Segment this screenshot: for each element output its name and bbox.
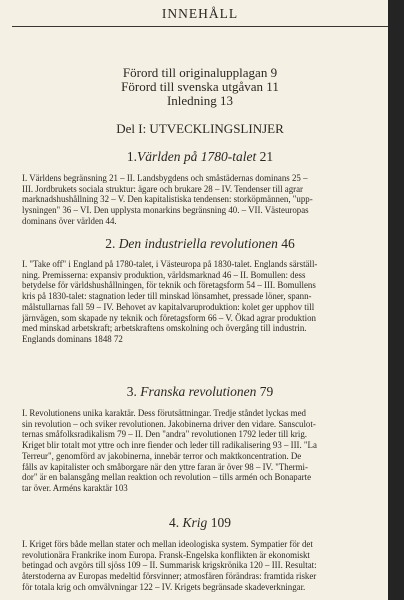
chapter-name: Den industriella revolutionen	[118, 236, 278, 251]
page-heading: INNEHÅLL	[161, 6, 239, 21]
summary-line: Terreur", genomförd av jakobinerna, innebär terror och maktkoncentration. De	[22, 450, 302, 461]
chapter-summary	[22, 539, 380, 593]
summary-line: ning. Premisserna: expansiv produktion, världsmarknad 46 – II. Bomullen: dess	[22, 269, 306, 280]
summary-line: återstoderna av Europas medeltid försvinner; atmosfären förändras: framtida risker	[22, 571, 317, 582]
summary-line: målstullarnas fall 59 – IV. Behovet av kapitalvaruproduktion: kolet ger upphov till	[22, 301, 315, 312]
summary-line: marknadshushållning 32 – V. Den kapitalistiska tendensen: storköpmännen, "upp-	[22, 194, 313, 205]
chapter-name: Krig	[182, 515, 208, 530]
summary-line: tar över. Arméns karaktär 103	[22, 482, 128, 493]
heading-rule	[12, 26, 388, 27]
summary-line: Kriget blir totalt mot yttre och inre fiender och leder till radikalisering 93 – III. "La	[22, 440, 317, 451]
summary-line: betingad och avgörs till sjöss 109 – II. Summarisk krigskrönika 120 – III. Resultat:	[22, 560, 317, 571]
toc-entry-preface-original: Förord till originalupplagan 9	[122, 65, 278, 80]
chapter-title	[12, 148, 388, 165]
summary-line: Englands dominans 1848 72	[22, 333, 123, 344]
summary-line: fålls av kapitalister och småborgare när den yttre faran är över 98 – IV. "Thermi-	[22, 461, 308, 472]
summary-line: för totala krig och omvälvningar 122 – IV. Krigets begränsade skadeverkningar.	[22, 581, 306, 592]
summary-line: sin revolution – och sviker revolutionen. Jakobinerna driver den vidare. Sansculot-	[22, 418, 316, 429]
summary-line: I. Kriget förs både mellan stater och mellan ideologiska system. Sympatier för det	[22, 539, 313, 549]
chapter-number: 4.	[169, 515, 180, 530]
chapter-summary	[22, 408, 380, 494]
toc-entry-preface-swedish: Förord till svenska utgåvan 11	[121, 79, 279, 94]
chapter-title	[12, 235, 388, 252]
chapter-page: 46	[281, 236, 295, 251]
summary-line: I. Världens begränsning 21 – II. Landsbygdens och småstädernas dominans 25 –	[22, 173, 308, 183]
chapter-page: 79	[259, 384, 274, 399]
summary-line: betydelse för världshushållningen, för teknik och företagsform 54 – III. Bomullens	[22, 280, 316, 291]
part-title: Del I: UTVECKLINGSLINJER	[116, 121, 284, 136]
summary-line: ternas småfolksradikalism 79 – II. Den "andra" revolutionen 1792 leder till krig.	[22, 429, 308, 440]
toc-entry-introduction: Inledning 13	[166, 93, 234, 108]
chapter-page: 21	[259, 149, 274, 164]
chapter-number: 3.	[126, 384, 137, 399]
chapter-number: 2.	[105, 236, 116, 251]
summary-line: III. Jordbrukets sociala struktur: ägare och brukare 28 – IV. Tendenser till agrar	[22, 183, 303, 194]
summary-line: I. "Take off" i England på 1780-talet, i Västeuropa på 1830-talet. Englands särställ-	[22, 259, 318, 269]
summary-line: järnvägen, som skapade ny teknik och företagsform 66 – V. Ökad agrar produktion	[22, 312, 316, 323]
chapter-summary	[22, 259, 380, 345]
front-matter	[12, 66, 388, 108]
chapter-summary	[22, 173, 380, 227]
chapter-title	[12, 383, 388, 400]
chapter-name: Världen på 1780-talet	[137, 149, 257, 164]
summary-line: dor" är en balansgång mellan reaktion och revolution – tills armén och Bonaparte	[22, 472, 312, 483]
chapter-title	[12, 514, 388, 531]
summary-line: kris på 1830-talet: stagnation leder till minskad lönsamhet, pressade löner, spann-	[22, 291, 312, 302]
chapter-name: Franska revolutionen	[140, 384, 257, 399]
summary-line: med minskad arbetskraft; arbetskraftens omskolning och övergång till industrin.	[22, 323, 307, 334]
summary-line: dominans över världen 44.	[22, 215, 117, 226]
summary-line: lysningen" 36 – VI. Den upplysta monarkins begränsning 40. – VII. Västeuropas	[22, 205, 309, 216]
chapter-number: 1.	[126, 149, 137, 164]
chapter-page: 109	[210, 515, 231, 530]
summary-line: revolutionära Frankrike inom Europa. Fransk-Engelska konflikten är ekonomiskt	[22, 549, 310, 560]
summary-line: I. Revolutionens unika karaktär. Dess förutsättningar. Tredje ståndet lyckas med	[22, 408, 306, 418]
